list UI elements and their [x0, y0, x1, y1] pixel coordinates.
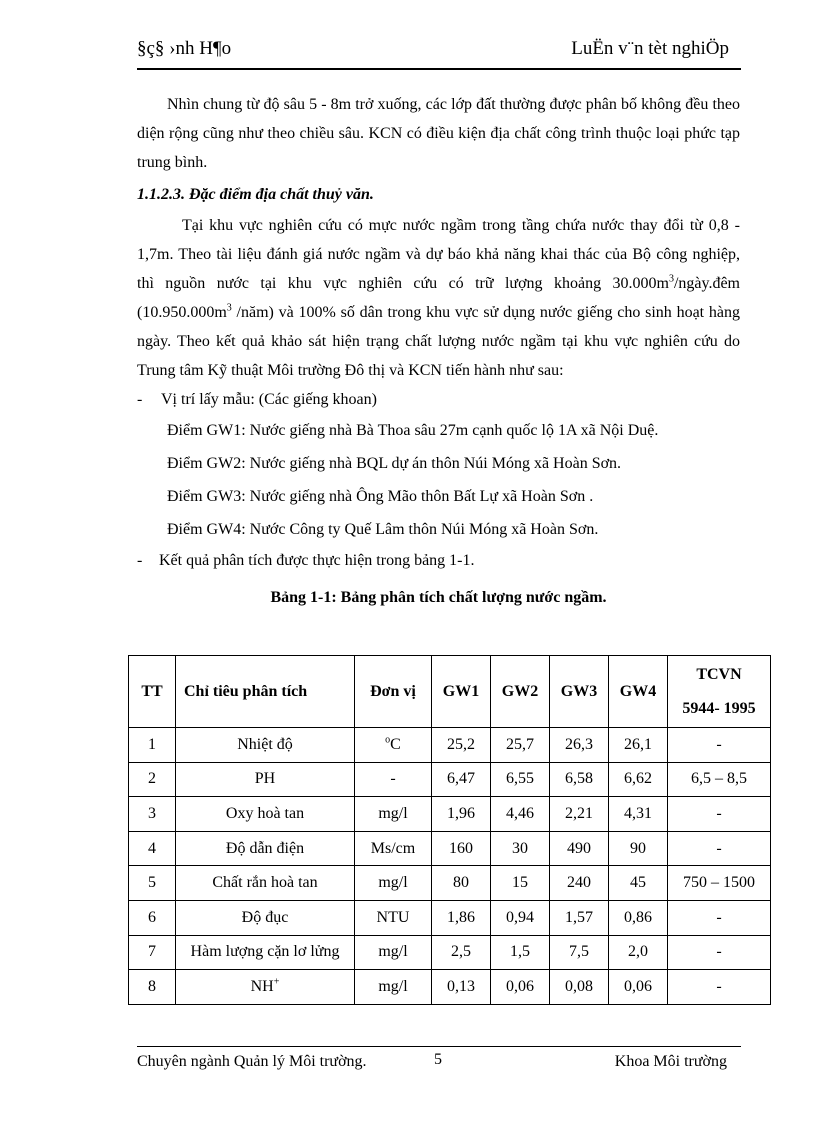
- bullet-results: - Kết quả phân tích được thực hiện trong bảng 1-1.: [137, 552, 475, 569]
- table-cell: $^o$C: [355, 728, 432, 763]
- table-cell: 0,06: [609, 970, 668, 1005]
- table-cell: 2,0: [609, 935, 668, 970]
- header-cell: Đơn vị: [355, 656, 432, 728]
- header-cell: GW4: [609, 656, 668, 728]
- sample-point: Điểm GW2: Nước giếng nhà BQL dự án thôn Núi Móng xã Hoàn Sơn.: [167, 455, 622, 472]
- paragraph-2: Tại khu vực nghiên cứu có mực nước ngầm trong tầng chứa nước thay đổi từ 0,8 - 1,7m. Theo tài liệu đánh giá nước ngầm và dự báo khả năng khai thác của Bộ công nghiệp, thì nguồn nước tại khu vực nghiên cứu có trữ lượng khoảng $30.000m^3/ngày.đêm$ ($10.950.000m^3$ /năm) và 100% số dân trong khu vực sử dụng nước giếng cho sinh hoạt hàng ngày. Theo kết quả khảo sát hiện trạng chất lượng nước ngầm tại khu vực nghiên cứu do Trung tâm Kỹ thuật Môi trường Đô thị và KCN tiến hành như sau:: [137, 217, 740, 379]
- header-cell: GW3: [550, 656, 609, 728]
- page-footer: [137, 1046, 741, 1077]
- sample-point: Điểm GW1: Nước giếng nhà Bà Thoa sâu 27m cạnh quốc lộ 1A xã Nội Duệ.: [167, 422, 659, 439]
- table-cell: -: [668, 935, 771, 970]
- table-cell: Nhiệt độ: [176, 728, 355, 763]
- table-caption: Bảng 1-1: Bảng phân tích chất lượng nước ngầm.: [270, 589, 607, 606]
- table-cell: 26,1: [609, 728, 668, 763]
- table-cell: 5: [129, 866, 176, 901]
- table-row: [129, 935, 771, 970]
- table-cell: mg/l: [355, 866, 432, 901]
- table-cell: 4,31: [609, 797, 668, 832]
- table-row: [129, 728, 771, 763]
- table-cell: 7,5: [550, 935, 609, 970]
- table-cell: 25,2: [432, 728, 491, 763]
- table-cell: 0,86: [609, 900, 668, 935]
- table-row: [129, 797, 771, 832]
- footer-left-text: Chuyên ngành Quản lý Môi trường.: [137, 1053, 367, 1070]
- table-cell: mg/l: [355, 797, 432, 832]
- table-cell: -: [668, 900, 771, 935]
- page-number: 5: [434, 1051, 442, 1068]
- footer-right-text: Khoa Môi trường: [614, 1053, 727, 1070]
- table-cell: 6,47: [432, 762, 491, 797]
- paragraph-1: Nhìn chung từ độ sâu 5 - 8m trở xuống, các lớp đất thường được phân bố không đều theo diện rộng cũng như theo chiều sâu. KCN có điều kiện địa chất công trình thuộc loại phức tạp trung bình.: [137, 96, 740, 171]
- table-cell: 90: [609, 831, 668, 866]
- table-cell: 26,3: [550, 728, 609, 763]
- table-row: [129, 970, 771, 1005]
- table-cell: 0,08: [550, 970, 609, 1005]
- table-cell: NTU: [355, 900, 432, 935]
- table-cell: NH+: [176, 970, 355, 1005]
- header-cell: GW2: [491, 656, 550, 728]
- page-header: [137, 34, 741, 70]
- table-cell: 2,21: [550, 797, 609, 832]
- table-cell: 2,5: [432, 935, 491, 970]
- table-cell: Độ dẫn điện: [176, 831, 355, 866]
- table-cell: PH: [176, 762, 355, 797]
- table-header-row: [129, 656, 771, 728]
- table-row: [129, 762, 771, 797]
- table-cell: 1,86: [432, 900, 491, 935]
- table-cell: 240: [550, 866, 609, 901]
- table-cell: 6,55: [491, 762, 550, 797]
- table-cell: 80: [432, 866, 491, 901]
- table-cell: 7: [129, 935, 176, 970]
- section-heading: 1.1.2.3. Đặc điểm địa chất thuỷ văn.: [137, 186, 374, 203]
- table-cell: 6,5 – 8,5: [668, 762, 771, 797]
- table-cell: 30: [491, 831, 550, 866]
- table-cell: 4: [129, 831, 176, 866]
- header-cell: TT: [129, 656, 176, 728]
- table-cell: Hàm lượng cặn lơ lửng: [176, 935, 355, 970]
- table-cell: 8: [129, 970, 176, 1005]
- table-cell: mg/l: [355, 935, 432, 970]
- table-cell: 1,5: [491, 935, 550, 970]
- sample-point: Điểm GW3: Nước giếng nhà Ông Mão thôn Bất Lự xã Hoàn Sơn .: [167, 488, 594, 505]
- bullet-sampling-locations: - Vị trí lấy mẫu: (Các giếng khoan): [137, 391, 377, 408]
- table-cell: 1: [129, 728, 176, 763]
- table-row: [129, 900, 771, 935]
- table-cell: 0,13: [432, 970, 491, 1005]
- table-cell: Chất rắn hoà tan: [176, 866, 355, 901]
- table-cell: -: [668, 728, 771, 763]
- table-cell: 6,62: [609, 762, 668, 797]
- table-cell: 25,7: [491, 728, 550, 763]
- table-cell: 4,46: [491, 797, 550, 832]
- header-cell: Chỉ tiêu phân tích: [176, 656, 355, 728]
- table-cell: -: [668, 970, 771, 1005]
- table-cell: 490: [550, 831, 609, 866]
- water-quality-table: [128, 655, 771, 1005]
- table-cell: 6,58: [550, 762, 609, 797]
- table-cell: 15: [491, 866, 550, 901]
- table-cell: 1,96: [432, 797, 491, 832]
- table-cell: 750 – 1500: [668, 866, 771, 901]
- table-cell: 2: [129, 762, 176, 797]
- table-cell: 0,94: [491, 900, 550, 935]
- table-cell: 0,06: [491, 970, 550, 1005]
- table-cell: Độ đục: [176, 900, 355, 935]
- table-cell: -: [668, 831, 771, 866]
- table-row: [129, 831, 771, 866]
- table-row: [129, 866, 771, 901]
- table-cell: 1,57: [550, 900, 609, 935]
- table-cell: Ms/cm: [355, 831, 432, 866]
- table-cell: -: [668, 797, 771, 832]
- table-cell: 160: [432, 831, 491, 866]
- header-right-text: LuËn v¨n tèt nghiÖp: [571, 38, 729, 59]
- table-cell: -: [355, 762, 432, 797]
- header-cell: GW1: [432, 656, 491, 728]
- header-cell-tcvn: TCVN 5944- 1995: [668, 656, 771, 728]
- document-body: [137, 90, 740, 620]
- sample-point: Điểm GW4: Nước Công ty Quế Lâm thôn Núi Móng xã Hoàn Sơn.: [167, 521, 599, 538]
- table-cell: 3: [129, 797, 176, 832]
- table-cell: mg/l: [355, 970, 432, 1005]
- table-cell: 6: [129, 900, 176, 935]
- table-cell: 45: [609, 866, 668, 901]
- header-left-text: §ç§ ›nh H¶o: [137, 38, 232, 59]
- table-cell: Oxy hoà tan: [176, 797, 355, 832]
